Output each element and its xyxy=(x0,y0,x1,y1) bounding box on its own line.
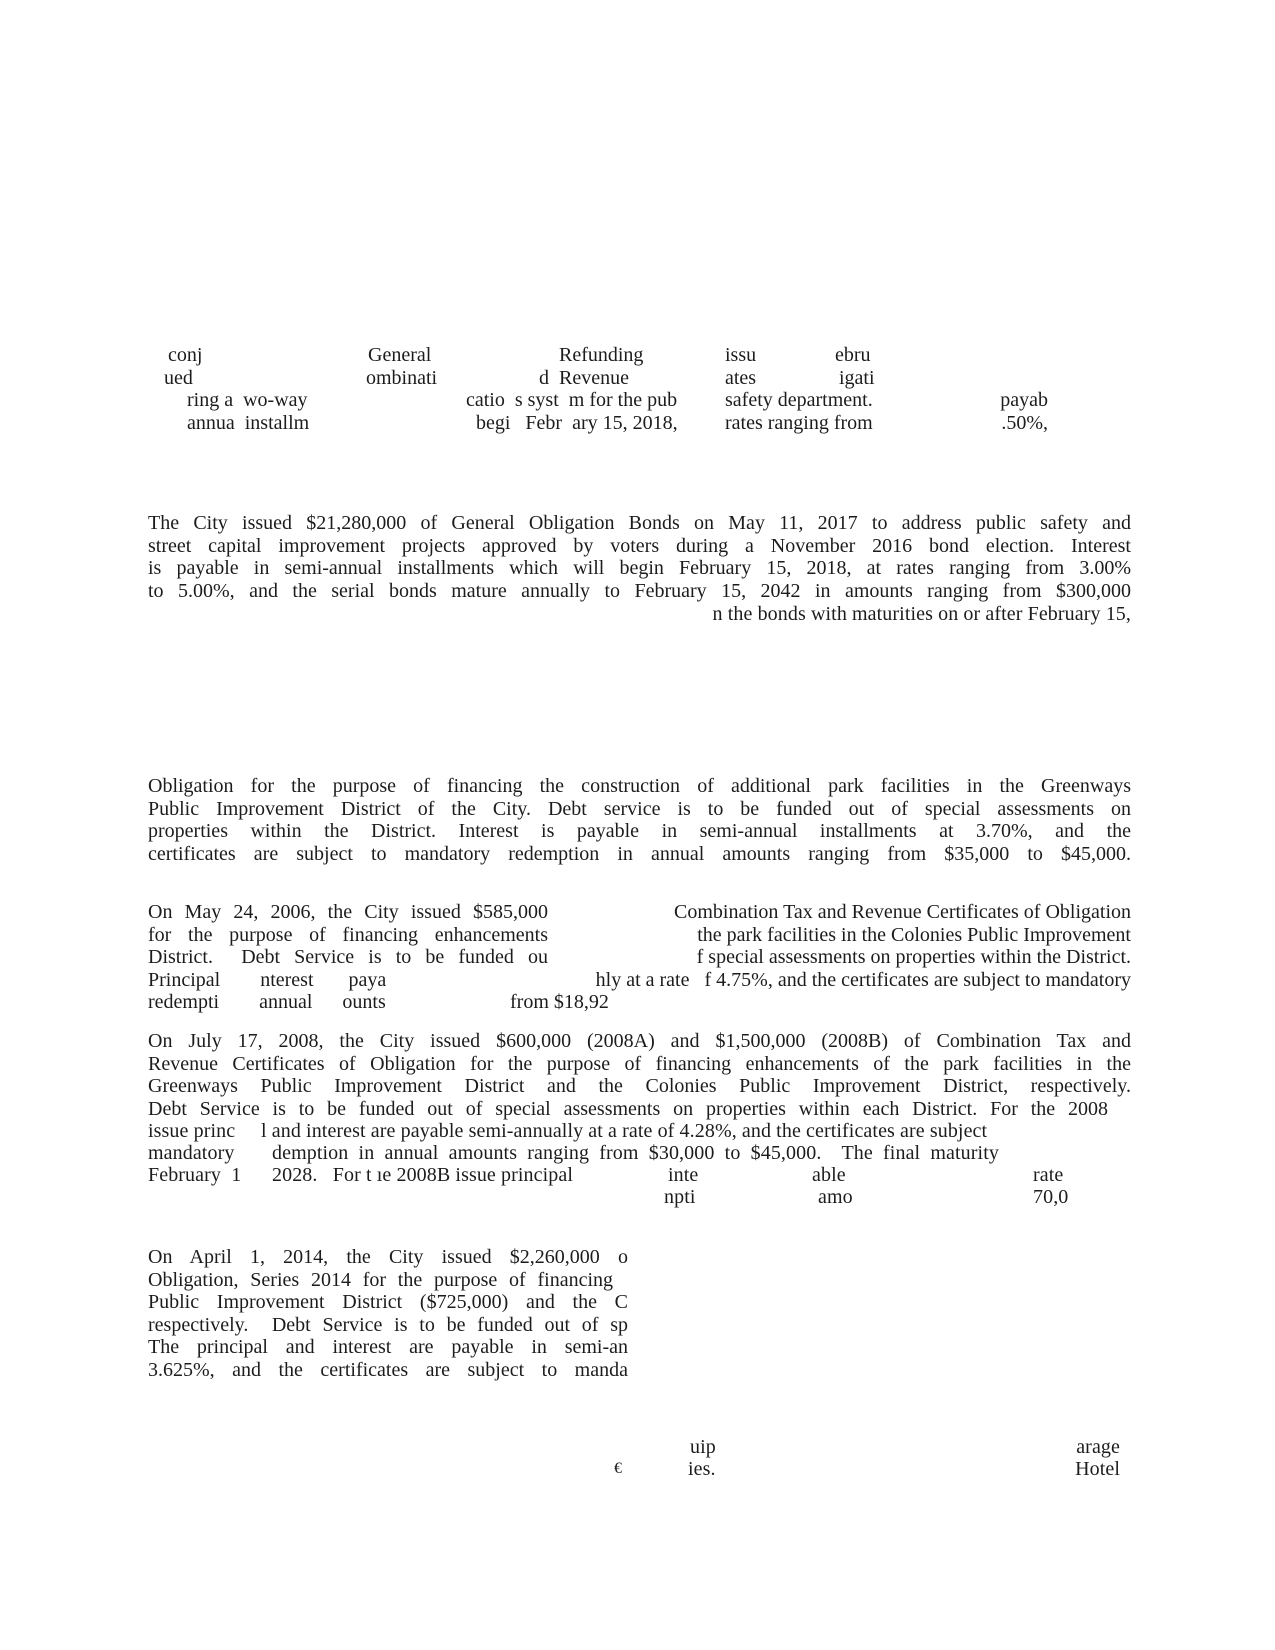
paragraph-2006-left xyxy=(148,901,548,1014)
paragraph-line: On July 17, 2008, the City issued $600,000 (2008A) and $1,500,000 (2008B) of Combination Tax and xyxy=(148,1030,1131,1052)
paragraph-2017-tail: n the bonds with maturities on or after February 15, xyxy=(712,603,1131,625)
text-fragment: inte xyxy=(668,1164,699,1186)
paragraph-line: Principal nterest paya xyxy=(148,968,387,991)
paragraph-2017-bonds xyxy=(148,512,1131,602)
text-fragment: .50%, xyxy=(1001,411,1048,434)
top-fragment-col5 xyxy=(835,344,875,389)
paragraph-line: The City issued $21,280,000 of General Obligation Bonds on May 11, 2017 to address public safety and xyxy=(148,512,1131,534)
text-fragment: € xyxy=(614,1460,623,1477)
text-fragment: ies. xyxy=(688,1458,716,1480)
top-fragment-col3b xyxy=(466,389,678,434)
text-fragment: arage xyxy=(1076,1436,1120,1458)
paragraph-line: certificates are subject to mandatory redemption in annual amounts ranging from $35,000 to $45,000. xyxy=(148,842,1131,865)
paragraph-line: respectively. Debt Service is to be funded out of sp xyxy=(148,1313,628,1336)
text-fragment: ebru xyxy=(835,344,871,366)
text-fragment: February 1 xyxy=(148,1164,242,1186)
top-fragment-col3 xyxy=(539,344,643,389)
text-fragment: ates xyxy=(725,366,757,389)
text-fragment: begi Febr ary 15, 2018, xyxy=(476,411,678,434)
text-fragment: able xyxy=(812,1164,846,1186)
paragraph-line: is payable in semi-annual installments which will begin February 15, 2018, at rates ranging from 3.00% xyxy=(148,557,1131,579)
text-fragment: issue princ xyxy=(148,1120,236,1142)
paragraph-line: hly at a rate f 4.75%, and the certificates are subject to mandatory xyxy=(595,968,1131,991)
paragraph-line: from $18,92 xyxy=(510,991,609,1013)
text-fragment: d Revenue xyxy=(539,366,629,389)
paragraph-line: for the purpose of financing enhancements xyxy=(148,923,548,946)
paragraph-line: the park facilities in the Colonies Public Improvement xyxy=(697,923,1131,946)
text-fragment: safety department. xyxy=(725,389,873,411)
top-fragment-col1b xyxy=(187,389,309,434)
text-fragment: conj xyxy=(168,344,203,366)
paragraph-line: f special assessments on properties within the District. xyxy=(696,946,1131,968)
paragraph-line: Greenways Public Improvement District and the Colonies Public Improvement District, respectively. xyxy=(148,1075,1131,1097)
top-fragment-col1 xyxy=(164,344,203,389)
paragraph-2014-certificates xyxy=(148,1246,628,1381)
text-fragment: mandatory xyxy=(148,1142,235,1164)
text-fragment: ring a wo-way xyxy=(187,389,308,411)
paragraph-line: Obligation, Series 2014 for the purpose of financing xyxy=(148,1268,613,1291)
text-fragment: 2028. For t ıe 2008B issue principal xyxy=(272,1164,573,1186)
text-fragment: 70,0 xyxy=(1033,1186,1069,1208)
paragraph-line: On April 1, 2014, the City issued $2,260,000 o xyxy=(148,1246,628,1268)
text-fragment: Refunding xyxy=(559,344,644,366)
paragraph-line: District. Debt Service is to be funded ou xyxy=(148,946,548,968)
text-fragment: General xyxy=(368,344,432,366)
text-fragment: rates ranging from xyxy=(725,411,873,434)
text-fragment: annua installm xyxy=(187,411,310,434)
paragraph-line: Public Improvement District of the City. Debt service is to be funded out of special assessments on xyxy=(148,797,1131,820)
text-fragment: npti xyxy=(664,1186,696,1208)
text-fragment: igati xyxy=(839,366,875,389)
paragraph-line: properties within the District. Interest is payable in semi-annual installments at 3.70%, and the xyxy=(148,820,1131,842)
text-fragment: issu xyxy=(725,344,757,366)
paragraph-line: street capital improvement projects approved by voters during a November 2016 bond election. Interest xyxy=(148,534,1131,557)
paragraph-line: On May 24, 2006, the City issued $585,000 xyxy=(148,901,548,923)
text-fragment: amo xyxy=(818,1186,853,1208)
paragraph-line: redempti annual ounts xyxy=(148,991,386,1013)
paragraph-line: Debt Service is to be funded out of special assessments on properties within each District. For the 2008 xyxy=(148,1097,1108,1120)
text-fragment: l and interest are payable semi-annually at a rate of 4.28%, and the certificates are subject xyxy=(261,1120,988,1142)
top-fragment-col2 xyxy=(366,344,437,389)
text-fragment: ued xyxy=(164,366,193,389)
paragraph-line: The principal and interest are payable in semi-an xyxy=(148,1336,628,1358)
text-fragment: payab xyxy=(1000,389,1048,411)
text-fragment: demption in annual amounts ranging from $30,000 to $45,000. The final maturity xyxy=(272,1142,999,1164)
paragraph-line: Combination Tax and Revenue Certificates of Obligation xyxy=(673,901,1131,923)
paragraph-line: 3.625%, and the certificates are subject to manda xyxy=(148,1358,628,1381)
paragraph-line: Revenue Certificates of Obligation for the purpose of financing enhancements of the park facilities in the xyxy=(148,1052,1131,1075)
paragraph-greenways-certificates xyxy=(148,775,1131,865)
paragraph-line: Obligation for the purpose of financing the construction of additional park facilities in the Greenways xyxy=(148,775,1131,797)
text-fragment: ombinati xyxy=(366,366,438,389)
text-fragment: Hotel xyxy=(1075,1458,1120,1480)
paragraph-2008-certificates xyxy=(148,1030,1131,1120)
paragraph-2006-right xyxy=(510,901,1131,1014)
text-fragment: uip xyxy=(690,1436,716,1458)
top-fragment-col6 xyxy=(990,389,1048,434)
paragraph-line: Public Improvement District ($725,000) and the C xyxy=(148,1291,628,1313)
paragraph-line: to 5.00%, and the serial bonds mature annually to February 15, 2042 in amounts ranging from $300,000 xyxy=(148,579,1131,602)
text-fragment: catio s syst m for the pub xyxy=(466,389,678,411)
text-fragment: rate xyxy=(1033,1164,1064,1186)
